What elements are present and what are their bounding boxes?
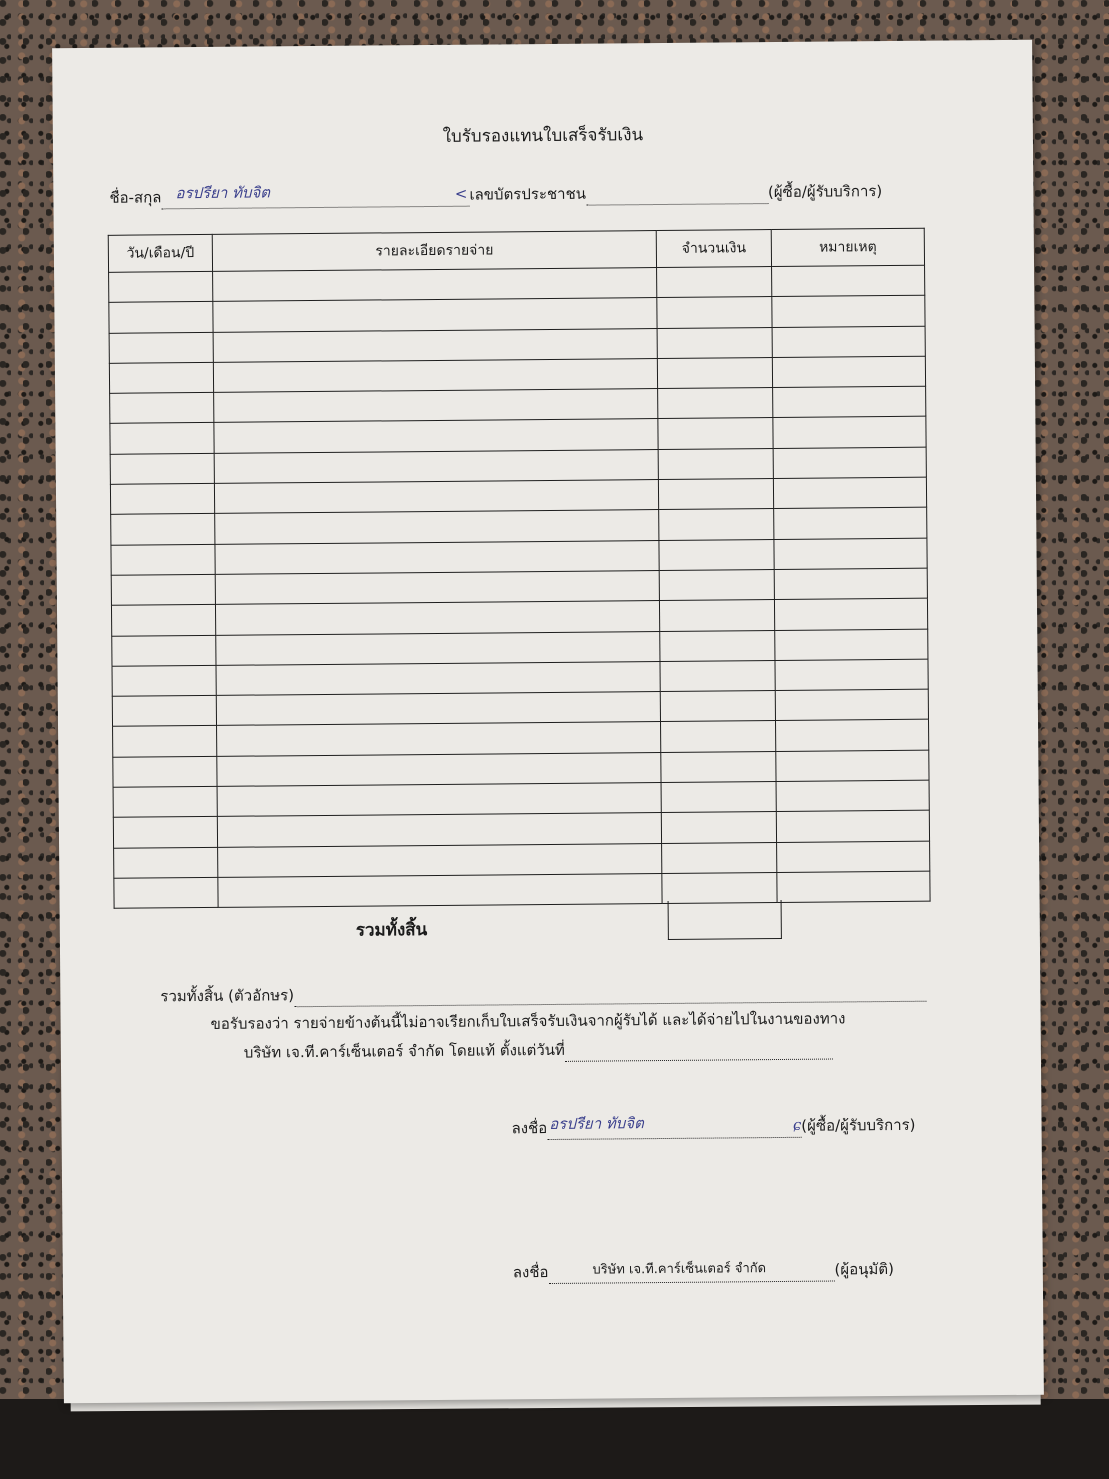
details-cell[interactable]	[216, 631, 660, 665]
grand-total-box[interactable]	[668, 900, 782, 940]
id-mark-handwritten: <	[454, 184, 468, 203]
header-remark: หมายเหตุ	[771, 228, 924, 266]
date-cell[interactable]	[112, 665, 216, 696]
date-cell[interactable]	[111, 574, 215, 605]
remark-cell[interactable]	[773, 386, 926, 418]
remark-cell[interactable]	[774, 538, 927, 570]
remark-cell[interactable]	[774, 508, 927, 540]
expense-table	[108, 228, 931, 909]
certification-text: บริษัท เจ.ที.คาร์เซ็นเตอร์ จำกัด โดยแท้ ตั้งแต่วันที่	[243, 1040, 565, 1062]
approver-signature-line	[513, 1257, 894, 1284]
details-cell[interactable]	[213, 328, 657, 362]
date-cell[interactable]	[111, 605, 215, 636]
remark-cell[interactable]	[772, 295, 925, 327]
id-label: เลขบัตรประชาชน	[469, 184, 587, 204]
details-cell[interactable]	[217, 722, 661, 756]
date-cell[interactable]	[110, 393, 214, 424]
remark-cell[interactable]	[773, 477, 926, 509]
total-text-label: รวมทั้งสิ้น (ตัวอักษร)	[160, 986, 295, 1006]
date-cell[interactable]	[113, 786, 217, 817]
remark-cell[interactable]	[777, 871, 930, 903]
amount-cell[interactable]	[662, 842, 777, 873]
amount-cell[interactable]	[660, 630, 775, 661]
date-cell[interactable]	[109, 302, 213, 333]
date-cell[interactable]	[111, 544, 215, 575]
details-cell[interactable]	[214, 449, 658, 483]
remark-cell[interactable]	[772, 356, 925, 388]
date-cell[interactable]	[113, 756, 217, 787]
details-cell[interactable]	[216, 661, 660, 695]
header-details: รายละเอียดรายจ่าย	[212, 231, 656, 272]
buyer-sign-label: ลงชื่อ	[511, 1119, 548, 1138]
date-cell[interactable]	[110, 453, 214, 484]
grand-total-label: รวมทั้งสิ้น	[355, 920, 428, 941]
floor-background	[0, 1399, 1109, 1479]
details-cell[interactable]	[216, 692, 660, 726]
remark-cell[interactable]	[772, 326, 925, 358]
amount-cell[interactable]	[662, 872, 777, 903]
buyer-label: (ผู้ซื้อ/ผู้รับบริการ)	[767, 182, 883, 202]
header-date: วัน/เดือน/ปี	[108, 234, 212, 272]
approver-company-name: บริษัท เจ.ที.คาร์เซ็นเตอร์ จำกัด	[592, 1261, 767, 1278]
details-cell[interactable]	[213, 268, 657, 302]
details-cell[interactable]	[213, 358, 657, 392]
amount-cell[interactable]	[659, 569, 774, 600]
table-row	[114, 871, 930, 908]
remark-cell[interactable]	[776, 780, 929, 812]
date-cell[interactable]	[114, 877, 218, 908]
name-label: ชื่อ-สกุล	[109, 188, 162, 207]
amount-cell[interactable]	[658, 388, 773, 419]
remark-cell[interactable]	[772, 265, 925, 297]
details-cell[interactable]	[218, 843, 662, 877]
date-cell[interactable]	[109, 332, 213, 363]
remark-cell[interactable]	[773, 447, 926, 479]
amount-cell[interactable]	[659, 600, 774, 631]
approver-role-label: (ผู้อนุมัติ)	[834, 1260, 894, 1279]
details-cell[interactable]	[217, 783, 661, 817]
id-field[interactable]	[586, 187, 768, 206]
date-cell[interactable]	[112, 635, 216, 666]
details-cell[interactable]	[217, 813, 661, 847]
remark-cell[interactable]	[773, 417, 926, 449]
details-cell[interactable]	[214, 419, 658, 453]
date-cell[interactable]	[110, 423, 214, 454]
approver-sign-label: ลงชื่อ	[512, 1263, 549, 1282]
date-cell[interactable]	[110, 483, 214, 514]
remark-cell[interactable]	[776, 720, 929, 752]
date-cell[interactable]	[113, 726, 217, 757]
buyer-signature-mark: ɕ	[792, 1115, 802, 1134]
details-cell[interactable]	[214, 480, 658, 514]
amount-cell[interactable]	[657, 267, 772, 298]
details-cell[interactable]	[217, 752, 661, 786]
date-cell[interactable]	[109, 362, 213, 393]
buyer-signature-handwritten: อรปรียา ทับจิต	[549, 1114, 644, 1134]
amount-cell[interactable]	[658, 479, 773, 510]
approver-signature-field[interactable]	[548, 1261, 834, 1284]
details-cell[interactable]	[215, 601, 659, 635]
receipt-form-sheet	[52, 40, 1044, 1404]
details-cell[interactable]	[215, 540, 659, 574]
header-amount: จำนวนเงิน	[656, 230, 771, 268]
amount-cell[interactable]	[658, 448, 773, 479]
remark-cell[interactable]	[776, 750, 929, 782]
amount-cell[interactable]	[657, 357, 772, 388]
amount-cell[interactable]	[657, 327, 772, 358]
remark-cell[interactable]	[777, 841, 930, 873]
amount-cell[interactable]	[659, 509, 774, 540]
total-text-field[interactable]	[294, 985, 926, 1008]
remark-cell[interactable]	[775, 629, 928, 661]
details-cell[interactable]	[215, 570, 659, 604]
amount-cell[interactable]	[661, 751, 776, 782]
date-cell[interactable]	[111, 514, 215, 545]
remark-cell[interactable]	[774, 598, 927, 630]
amount-cell[interactable]	[659, 539, 774, 570]
buyer-signature-field[interactable]	[547, 1114, 802, 1140]
start-date-field[interactable]	[565, 1043, 833, 1062]
buyer-signature-line	[511, 1113, 915, 1141]
details-cell[interactable]	[213, 298, 657, 332]
date-cell[interactable]	[112, 696, 216, 727]
amount-cell[interactable]	[661, 721, 776, 752]
details-cell[interactable]	[214, 389, 658, 423]
remark-cell[interactable]	[775, 689, 928, 721]
certification-line-1: ขอรับรองว่า รายจ่ายข้างต้นนี้ไม่อาจเรียกเก็บใบเสร็จรับเงินจากผู้รับได้ และได้จ่ายไปในงานของทาง	[210, 1009, 846, 1033]
table-body	[109, 265, 931, 908]
form-title: ใบรับรองแทนใบเสร็จรับเงิน	[442, 125, 644, 147]
amount-cell[interactable]	[661, 812, 776, 843]
name-line	[109, 179, 882, 210]
remark-cell[interactable]	[775, 659, 928, 691]
details-cell[interactable]	[215, 510, 659, 544]
remark-cell[interactable]	[774, 568, 927, 600]
remark-cell[interactable]	[776, 811, 929, 843]
amount-cell[interactable]	[661, 782, 776, 813]
buyer-role-label: (ผู้ซื้อ/ผู้รับบริการ)	[801, 1115, 916, 1135]
name-field[interactable]	[161, 183, 469, 210]
amount-cell[interactable]	[660, 660, 775, 691]
details-cell[interactable]	[218, 873, 662, 907]
amount-cell[interactable]	[657, 297, 772, 328]
date-cell[interactable]	[114, 847, 218, 878]
amount-cell[interactable]	[660, 691, 775, 722]
total-text-line	[160, 978, 926, 1009]
amount-cell[interactable]	[658, 418, 773, 449]
name-handwritten: อรปรียา ทับจิต	[175, 183, 271, 203]
date-cell[interactable]	[109, 271, 213, 302]
date-cell[interactable]	[113, 817, 217, 848]
certification-line-2	[244, 1036, 833, 1065]
